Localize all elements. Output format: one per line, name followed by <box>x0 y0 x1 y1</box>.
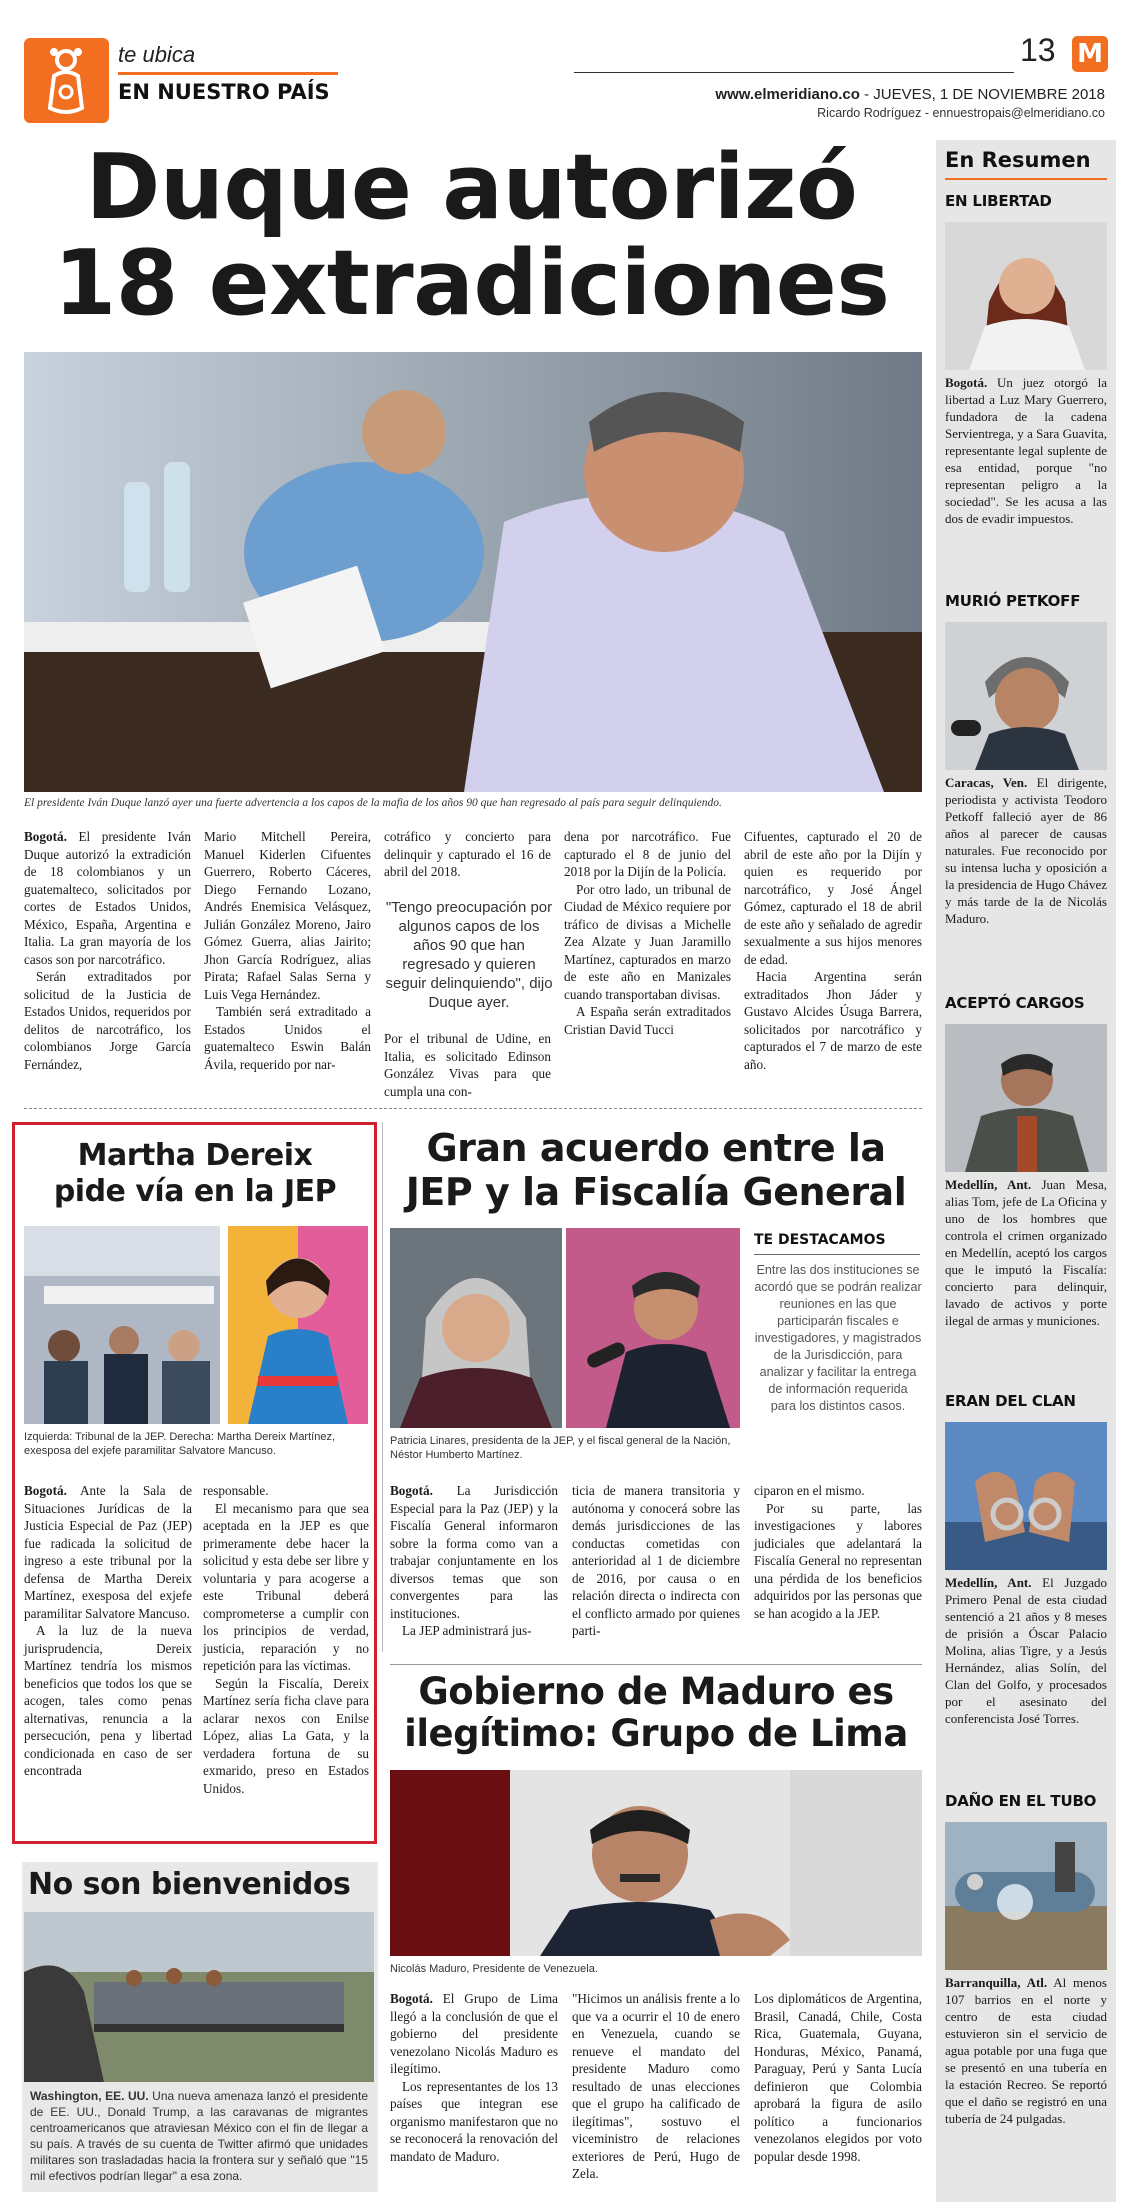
main-col-3: cotráfico y concierto para delinquir y capturado el 16 de abril del 2018. <box>384 829 551 879</box>
sidebar-item-5-heading: DAÑO EN EL TUBO <box>945 1792 1097 1810</box>
acuerdo-col-1: Bogotá. La Jurisdicción Especial para la Paz (JEP) y la Fiscalía General informaron sobre la forma como van a trabajar conjuntamente en los diversos temas que son convergentes para las instituciones. La JEP administrará jus- <box>390 1483 558 1638</box>
teodoro-petkoff-photo <box>945 622 1107 770</box>
jep-tribunal-photo <box>24 1226 220 1424</box>
sidebar-title-rule <box>945 178 1107 180</box>
main-col-3b: Por el tribunal de Udine, en Italia, es solicitado Edinson González Vivas para que cumpla una con- <box>384 1031 551 1099</box>
maduro-col-1: Bogotá. El Grupo de Lima llegó a la conclusión de que el gobierno del presidente venezolano Nicolás Maduro es ilegítimo. Los representantes de los 13 países que integran ese organismo manifestaron que no se reconocerá la renovación del mandato de Maduro. <box>390 1991 558 2164</box>
main-col-4: dena por narcotráfico. Fue capturado el 8 de junio del 2018 por la Dijín de la Policía. Por otro lado, un tribunal de Ciudad de México requiere por tráfico de divisas a Michelle Zea Alzate y Juan Jaramillo Martínez, capturados en marzo de este año en Manizales cuando transportaban divisas. A España serán extraditados Cristian David Tucci <box>564 829 731 1037</box>
duque-photo <box>24 352 922 792</box>
main-col-5: Cifuentes, capturado el 20 de abril de este año por la Dijín y quien es requerido por narcotráfico, y José Ángel Gómez, capturado el 18 de abril de este año y señalado de agredir sexualmente a sus hijos menores de edad. Hacia Argentina serán extraditados Jhon Jáder y Gustavo Alcides Úsuga Barrera, solicitados por narcotráfico y capturados el 7 de marzo de este año. <box>744 829 922 1072</box>
sidebar-item-4-text: Medellín, Ant. El Juzgado Primero Penal de esta ciudad sentenció a 21 años y 8 meses de prisión a Óscar Palacio Molina, alias Tigre, y a Jesús Hernández, alias Solín, del Clan del Golfo, y procesados por el asesinato del conferencista José Torres. <box>945 1575 1108 1726</box>
sidebar-item-2-text: Caracas, Ven. El dirigente, periodista y activista Teodoro Petkoff falleció ayer de 86 años al parecer de causas naturales. Fue reconocido por su intensa lucha y oposición a la presidencia de Hugo Chávez y más tarde de la de Nicolás Maduro. <box>945 775 1107 926</box>
maduro-top-rule <box>390 1664 922 1665</box>
main-headline-2: 18 extradiciones <box>53 231 890 336</box>
sidebar-item-2-heading: MURIÓ PETKOFF <box>945 592 1081 610</box>
site-url[interactable]: www.elmeridiano.co <box>715 86 860 103</box>
byline: Ricardo Rodríguez - ennuestropais@elmeridiano.co <box>817 106 1105 120</box>
page-number: 13 <box>1020 32 1056 68</box>
sidebar-item-1-text: Bogotá. Un juez otorgó la libertad a Luz Mary Guerrero, fundadora de la cadena Servientrega, y a Sara Guavita, representante legal suplente de esa entidad, porque "no representan peligro a la sociedad". Se les acusa a las dos de evadir impuestos. <box>945 375 1107 526</box>
issue-date: - JUEVES, 1 DE NOVIEMBRE 2018 <box>859 86 1105 103</box>
brand-mark: M <box>1072 36 1108 72</box>
pull-quote: "Tengo preocupación por algunos capos de los años 90 que han regresado y quieren seguir delinquiendo", dijo Duque ayer. <box>385 899 553 1011</box>
main-divider <box>24 1108 922 1109</box>
header-rule <box>574 72 1014 73</box>
martha-col-2: responsable. El mecanismo para que sea aceptada en la JEP es que primeramente debe hacer la solicitud y esta debe ser libre y voluntaria y para acogerse a este Tribunal deberá comprometerse a cumplir con los principios de verdad, justicia, reparación y no repetición para las víctimas. Según la Fiscalía, Dereix Martínez sería ficha clave para aclarar nexos con Enilse López, alias La Gata, y la verdadera fortuna de su exmarido, preso en Estados Unidos. <box>203 1483 369 1796</box>
destacamos-text: Entre las dos instituciones se acordó que se podrán realizar reuniones en las que participarán fiscales e investigadores, y magistrados de la Jurisdicción, para analizar y facilitar la entrega de información requerida para los distintos casos. <box>754 1263 922 1413</box>
section-underline <box>118 72 338 75</box>
handcuffs-photo <box>945 1422 1107 1570</box>
maduro-col-3: Los diplomáticos de Argentina, Brasil, Canadá, Chile, Costa Rica, Guatemala, Guyana, Honduras, México, Panamá, Paraguay, Perú y Santa Lucía definieron que Colombia aprobará la figura de asilo político a funcionarios venezolanos elegidos por voto popular desde 1998. <box>754 1991 922 2164</box>
site-date <box>715 86 1105 103</box>
juan-mesa-photo <box>945 1024 1107 1172</box>
locator-figure-icon <box>24 38 109 123</box>
martha-headline-1: Martha Dereix <box>77 1138 313 1173</box>
luz-mary-guerrero-photo <box>945 222 1107 370</box>
maduro-headline-2: ilegítimo: Grupo de Lima <box>404 1712 908 1755</box>
maduro-caption: Nicolás Maduro, Presidente de Venezuela. <box>390 1963 598 1975</box>
acuerdo-col-3: ciparon en el mismo. Por su parte, las investigaciones y labores judiciales que adelantará la Fiscalía General no representan una pérdida de los beneficios adquiridos por las personas que se han acogido a la JEP. <box>754 1483 922 1621</box>
pipe-damage-photo <box>945 1822 1107 1970</box>
section-logo <box>24 38 109 123</box>
sidebar-item-3-text: Medellín, Ant. Juan Mesa, alias Tom, jefe de La Oficina y uno de los hombres que controla el crimen organizado en Medellín, aceptó los cargos que le imputó la Fiscalía: concierto para delinquir, lavado de activos y porte ilegal de armas y municiones. <box>945 1177 1107 1328</box>
sidebar-title: En Resumen <box>945 148 1091 172</box>
martha-caption: Izquierda: Tribunal de la JEP. Derecha: Martha Dereix Martínez, exesposa del exjefe paramilitar Salvatore Mancuso. <box>24 1431 336 1457</box>
bienvenidos-text: Washington, EE. UU. Una nueva amenaza lanzó el presidente de EE. UU., Donald Trump, a las caravanas de migrantes centroamericanos que atraviesan México con el fin de llegar a su país. A través de su cuenta de Twitter afirmó que unidades militares son trasladadas hacia la frontera sur y señaló que "15 mil efectivos podrían llegar" a esa zona. <box>30 2089 368 2183</box>
martha-dereix-photo <box>228 1226 368 1424</box>
acuerdo-caption: Patricia Linares, presidenta de la JEP, y el fiscal general de la Nación, Néstor Humberto Martínez. <box>390 1435 731 1461</box>
main-col-2: Mario Mitchell Pereira, Manuel Kiderlen Cifuentes Guerrero, Roberto Cáceres, Diego Fernando Lozano, Andrés Enemisica Velásquez, Julián González Moreno, Jairo Gómez Guerra, alias Jairito; Jhon García Rodríguez, alias Pirata; Rafael Salas Serna y Luis Vega Hernández. También será extraditado a Estados Unidos el guatemalteco Eswin Balán Ávila, requerido por nar- <box>204 829 371 1072</box>
sidebar-item-1-heading: EN LIBERTAD <box>945 192 1052 210</box>
martha-col-1: Bogotá. Ante la Sala de Situaciones Jurídicas de la Justicia Especial de Paz (JEP) fue radicada la solicitud de ingreso a este tribunal por la defensa de Martha Dereix Martínez, exesposa del exjefe paramilitar Salvatore Mancuso. A la luz de la nueva jurisprudencia, Dereix Martínez tendría los mismos beneficios que todos los que se acogen, tales como penas alternativas, renuncia a la persecución, pena y libertad condicionada en caso de ser encontrada <box>24 1483 192 1778</box>
sidebar-item-5-text: Barranquilla, Atl. Al menos 107 barrios en el norte y centro de esta ciudad estuvieron sin el servicio de agua potable por una fuga que se presentó en una tubería en la estación Recreo. Se reportó que el daño se registró en una tubería de 24 pulgadas. <box>945 1975 1107 2126</box>
acuerdo-headline-2: JEP y la Fiscalía General <box>405 1170 907 1214</box>
main-headline-1: Duque autorizó <box>85 135 858 240</box>
main-caption: El presidente Iván Duque lanzó ayer una fuerte advertencia a los capos de la mafia de los años 90 que han regresado al país para seguir delinquiendo. <box>24 797 722 809</box>
bienvenidos-headline: No son bienvenidos <box>28 1867 351 1902</box>
acuerdo-left-rule <box>382 1122 383 1652</box>
maduro-headline-1: Gobierno de Maduro es <box>418 1670 894 1713</box>
section-title: EN NUESTRO PAÍS <box>118 80 330 104</box>
acuerdo-col-2: ticia de manera transitoria y autónoma y conocerá sobre las demás jurisdicciones de las conductas cometidas con anterioridad al 1 de diciembre de 2016, por causa o en relación directa o indirecta con el conflicto armado por quienes parti- <box>572 1483 740 1638</box>
sidebar-item-3-heading: ACEPTÓ CARGOS <box>945 994 1085 1012</box>
destacamos-rule <box>754 1254 920 1255</box>
martha-headline-2: pide vía en la JEP <box>53 1174 337 1209</box>
acuerdo-headline-1: Gran acuerdo entre la <box>426 1126 886 1170</box>
migrants-photo <box>24 1912 374 2082</box>
patricia-linares-photo <box>390 1228 562 1428</box>
main-col-1: Bogotá. El presidente Iván Duque autorizó la extradición de 18 colombianos y un guatemalteco, solicitados por cortes de Estados Unidos, México, España, Argentina e Italia. La gran mayoría de los casos son por narcotráfico. Serán extraditados por solicitud de la Justicia de Estados Unidos, requeridos por delitos de narcotráfico, los colombianos Jorge García Fernández, <box>24 829 191 1072</box>
maduro-photo <box>390 1770 922 1956</box>
sidebar-item-4-heading: ERAN DEL CLAN <box>945 1392 1076 1410</box>
nestor-martinez-photo <box>566 1228 740 1428</box>
section-pre: te ubica <box>118 42 196 67</box>
maduro-col-2: "Hicimos un análisis frente a lo que va a ocurrir el 10 de enero en Venezuela, cuando se renueve el mandato del presidente Maduro como resultado de unas elecciones que el grupo ha calificado de ilegítimas", sostuvo el viceministro de relaciones exteriores de Perú, Hugo de Zela. <box>572 1991 740 2181</box>
destacamos-title: TE DESTACAMOS <box>754 1232 886 1248</box>
